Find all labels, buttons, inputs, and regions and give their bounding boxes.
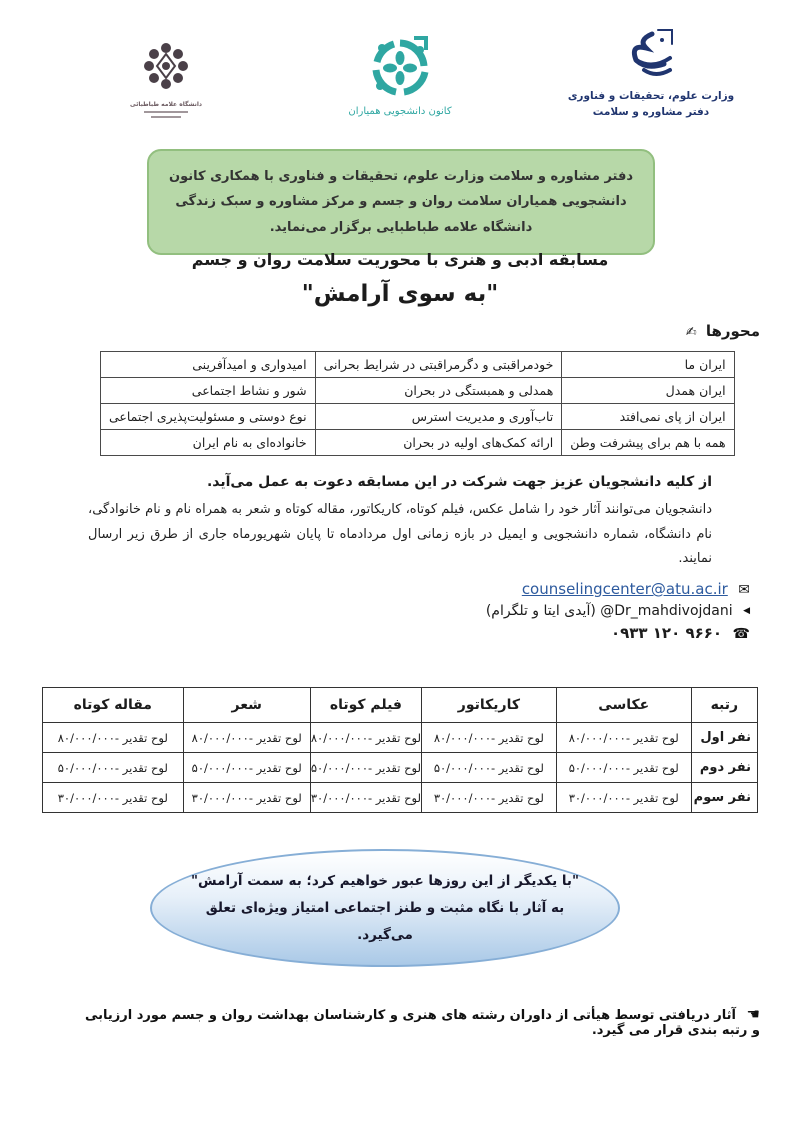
- prize-row-first: [43, 723, 758, 753]
- phone-row: [486, 624, 750, 642]
- hamyaran-pinwheel-icon: [368, 36, 432, 100]
- axes-heading: [686, 322, 760, 340]
- rank-cell: نفر سوم: [691, 783, 757, 813]
- axes-cell: خودمراقبتی و دگرمراقبتی در شرایط بحرانی: [315, 352, 562, 378]
- table-row: [101, 378, 735, 404]
- telegram-note: (آیدی ایتا و تلگرام): [485, 603, 596, 619]
- axes-cell: تاب‌آوری و مدیریت استرس: [315, 404, 562, 430]
- axes-cell: شور و نشاط اجتماعی: [101, 378, 316, 404]
- axes-cell: ایران از پای نمی‌افتد: [562, 404, 734, 430]
- prize-table: [42, 687, 758, 813]
- table-row: [101, 404, 735, 430]
- contact-section: [486, 580, 750, 647]
- email-link[interactable]: counselingcenter@atu.ac.ir: [521, 580, 728, 598]
- mail-icon: ✉: [738, 582, 750, 598]
- university-seal-icon: [141, 40, 191, 94]
- axes-table: [100, 351, 735, 456]
- jury-note: [78, 1005, 760, 1038]
- prize-cell: لوح تقدیر -۵۰/۰۰۰/۰۰۰: [183, 753, 310, 783]
- rank-cell: نفر اول: [691, 723, 757, 753]
- highlight-oval: [150, 849, 620, 967]
- table-row: [101, 430, 735, 456]
- prize-cell: لوح تقدیر -۵۰/۰۰۰/۰۰۰: [556, 753, 691, 783]
- ministry-line-1: وزارت علوم، تحقیقات و فناوری: [567, 90, 735, 102]
- column-header: رتبه: [691, 688, 757, 723]
- university-logo: [122, 40, 210, 118]
- competition-slogan: "به سوی آرامش": [301, 281, 499, 307]
- jury-note-text: آثار دریافتی توسط هیأتی از داوران رشته های هنری و کارشناسان بهداشت روان و جسم مورد ارزیابی و رتبه بندی قرار می گیرد.: [84, 1008, 760, 1038]
- prize-cell: لوح تقدیر -۳۰/۰۰۰/۰۰۰: [556, 783, 691, 813]
- intro-box: دفتر مشاوره و سلامت وزارت علوم، تحقیقات و فناوری با همکاری کانون دانشجویی همیاران سلامت روان و جسم و مرکز مشاوره و سبک زندگی دانشگاه علامه طباطبایی برگزار می‌نماید.: [147, 149, 655, 255]
- email-row: [486, 580, 750, 598]
- phone-icon: ☎: [732, 626, 750, 642]
- prize-cell: لوح تقدیر -۸۰/۰۰۰/۰۰۰: [310, 723, 421, 753]
- column-header: فیلم کوتاه: [310, 688, 421, 723]
- prize-cell: لوح تقدیر -۳۰/۰۰۰/۰۰۰: [310, 783, 421, 813]
- student-affairs-emblem-icon: [622, 26, 680, 82]
- prize-cell: لوح تقدیر -۳۰/۰۰۰/۰۰۰: [183, 783, 310, 813]
- competition-title: مسابقه ادبی و هنری با محوریت سلامت روان و جسم: [191, 250, 609, 269]
- pen-ornament-icon: ✍: [685, 325, 697, 340]
- hamyaran-logo-label: کانون دانشجویی همیاران: [348, 106, 452, 117]
- ministry-logo: [546, 26, 756, 121]
- axes-cell: ارائه کمک‌های اولیه در بحران: [315, 430, 562, 456]
- oval-bonus-line-2: می‌گیرد.: [357, 926, 413, 943]
- invitation-lead: از کلیه دانشجویان عزیز جهت شرکت در این مسابقه دعوت به عمل می‌آید.: [206, 474, 712, 490]
- prize-cell: لوح تقدیر -۵۰/۰۰۰/۰۰۰: [310, 753, 421, 783]
- axes-heading-label: محورها: [705, 322, 760, 340]
- rank-cell: نفر دوم: [691, 753, 757, 783]
- pointing-hand-icon: ☚: [746, 1005, 760, 1023]
- column-header: عکاسی: [556, 688, 691, 723]
- hamyaran-club-logo: [334, 36, 466, 117]
- prize-cell: لوح تقدیر -۸۰/۰۰۰/۰۰۰: [43, 723, 184, 753]
- invitation-section: [88, 474, 712, 572]
- university-logo-label: دانشگاه علامه طباطبائی: [130, 101, 202, 108]
- telegram-handle: @Dr_mahdivojdani: [600, 603, 733, 619]
- column-header: کاریکاتور: [421, 688, 556, 723]
- university-logo-text-line: [151, 116, 181, 118]
- axes-cell: ایران ما: [562, 352, 734, 378]
- prize-cell: لوح تقدیر -۸۰/۰۰۰/۰۰۰: [183, 723, 310, 753]
- axes-cell: نوع دوستی و مسئولیت‌پذیری اجتماعی: [101, 404, 316, 430]
- prize-row-third: [43, 783, 758, 813]
- prize-cell: لوح تقدیر -۸۰/۰۰۰/۰۰۰: [421, 723, 556, 753]
- table-row: [101, 352, 735, 378]
- axes-cell: همدلی و همبستگی در بحران: [315, 378, 562, 404]
- prize-row-second: [43, 753, 758, 783]
- ministry-line-2: دفتر مشاوره و سلامت: [592, 106, 710, 119]
- axes-cell: خانواده‌ای به نام ایران: [101, 430, 316, 456]
- column-header: مقاله کوتاه: [43, 688, 184, 723]
- prize-cell: لوح تقدیر -۵۰/۰۰۰/۰۰۰: [421, 753, 556, 783]
- telegram-row: [486, 603, 750, 619]
- axes-cell: امیدواری و امیدآفرینی: [101, 352, 316, 378]
- prize-header-row: [43, 688, 758, 723]
- invitation-body: دانشجویان می‌توانند آثار خود را شامل عکس، فیلم کوتاه، کاریکاتور، مقاله کوتاه و شعر به همراه نام و نام خانوادگی، نام دانشگاه، شماره دانشجویی و ایمیل در بازه زمانی اول مردادماه تا پایان شهریورماه جاری از طرق زیر ارسال نمایند.: [88, 502, 712, 567]
- university-logo-text-line: [144, 111, 188, 113]
- prize-cell: لوح تقدیر -۸۰/۰۰۰/۰۰۰: [556, 723, 691, 753]
- oval-bonus-line: به آثار با نگاه مثبت و طنز اجتماعی امتیاز ویژه‌ای تعلق: [205, 899, 565, 916]
- column-header: شعر: [183, 688, 310, 723]
- axes-cell: همه با هم برای پیشرفت وطن: [562, 430, 734, 456]
- triangle-bullet-icon: ◀: [743, 606, 750, 616]
- axes-cell: ایران همدل: [562, 378, 734, 404]
- phone-number: ۰۹۳۳ ۱۲۰ ۹۶۶۰: [610, 624, 723, 642]
- prize-cell: لوح تقدیر -۵۰/۰۰۰/۰۰۰: [43, 753, 184, 783]
- oval-quote-line: "با یکدیگر از این روزها عبور خواهیم کرد؛ به سمت آرامش": [191, 872, 580, 889]
- prize-cell: لوح تقدیر -۳۰/۰۰۰/۰۰۰: [43, 783, 184, 813]
- prize-cell: لوح تقدیر -۳۰/۰۰۰/۰۰۰: [421, 783, 556, 813]
